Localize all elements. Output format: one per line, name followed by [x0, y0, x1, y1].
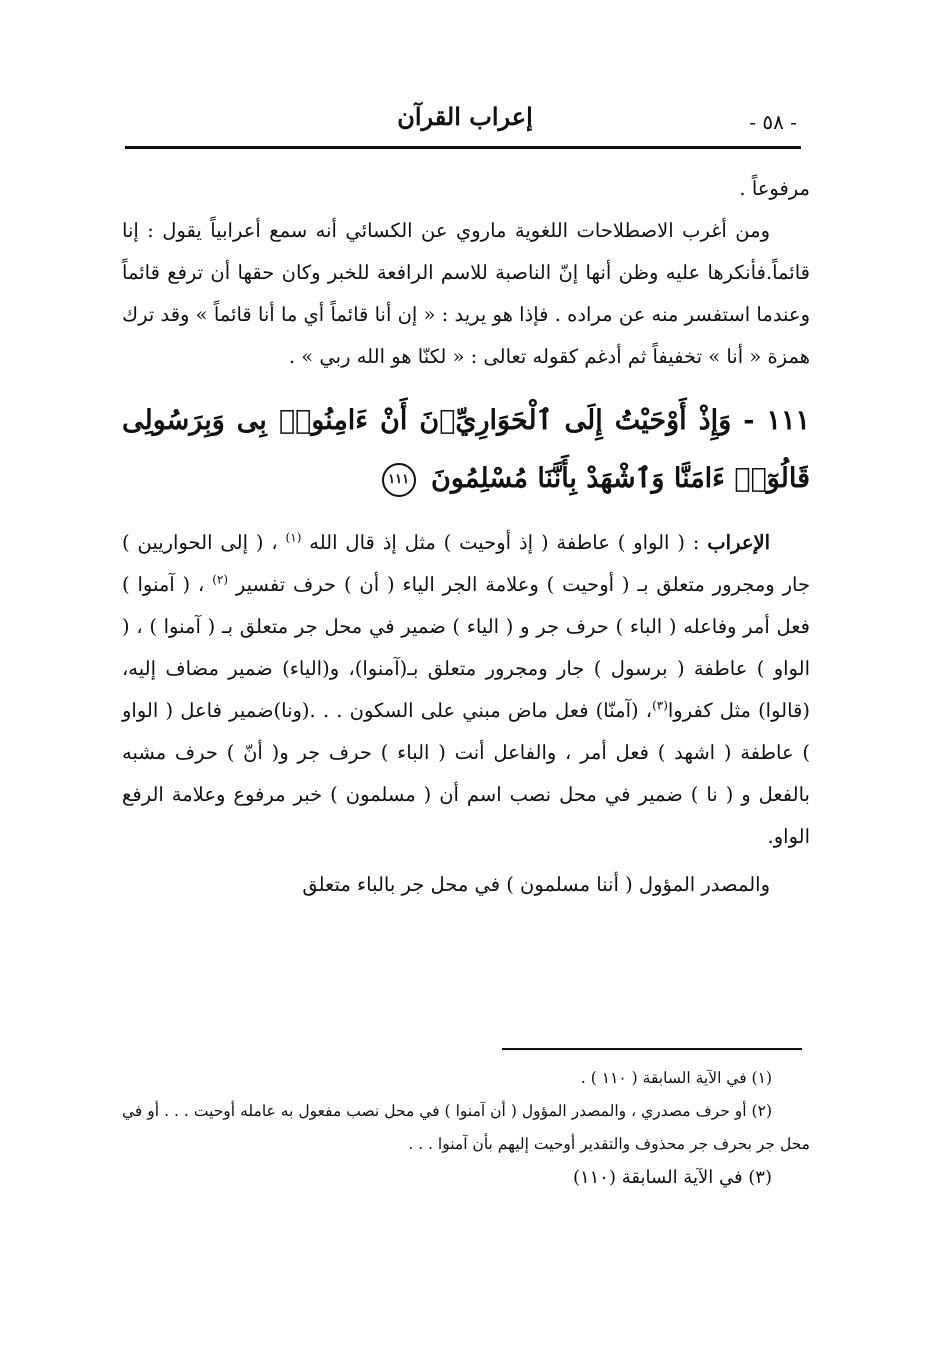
main-text: [122, 168, 810, 906]
header-divider: [125, 146, 801, 149]
page-title: إعراب القرآن: [397, 102, 533, 131]
page-header: [125, 96, 805, 148]
paragraph-irab: [122, 522, 810, 858]
verse-end-marker: ١١١: [382, 463, 416, 497]
irab-text-part1: : ( الواو ) عاطفة ( إذ أوحيت ) مثل إذ قال الله: [309, 531, 700, 554]
paragraph-continuation: مرفوعاً .: [739, 177, 810, 200]
footnotes: [122, 1062, 810, 1194]
irab-text-part2: ، ( إلى الحواريين ) جار ومجرور متعلق بـ ( أوحيت ) وعلامة الجر الياء ( أن ) حرف تفسير: [122, 531, 810, 596]
footnote-ref-1[interactable]: (١): [285, 530, 302, 545]
footnote-divider: [502, 1048, 802, 1050]
footnote-ref-3[interactable]: (٣): [652, 698, 668, 713]
paragraph-kisai-anecdote: ومن أغرب الاصطلاحات اللغوية ماروي عن الكسائي أنه سمع أعرابياً يقول : إنا قائماً.فأنكرها عليه وظن أنها إنّ الناصبة للاسم الرافعة للخبر وكان حقها أن ترفع قائماً وعندما استفسر منه عن مراده . فإذا هو يريد : « إن أنا قائماً أي ما أنا قائماً » وقد ترك همزة « أنا » تخفيفاً ثم أدغم كقوله تعالى : « لكنّا هو الله ربي » .: [122, 219, 810, 368]
irab-text-part4: ، (آمنّا) فعل ماض مبني على السكون . . .(ونا)ضمير فاعل ( الواو ) عاطفة ( اشهد ) فعل أمر ، والفاعل أنت ( الباء ) حرف جر و( أنّ ) حرف مشبه بالفعل و ( نا ) ضمير في محل نصب اسم أن ( مسلمون ) خبر مرفوع وعلامة الرفع الواو.: [122, 699, 810, 848]
paragraph-masdar: والمصدر المؤول ( أننا مسلمون ) في محل جر بالباء متعلق: [302, 873, 770, 896]
footnote-ref-2[interactable]: (٢): [212, 572, 229, 587]
irab-text-part3: ، ( آمنوا ) فعل أمر وفاعله ( الباء ) حرف جر و ( الياء ) ضمير في محل جر متعلق بـ ( آمنوا ) ، ( الواو ) عاطفة ( برسول ) جار ومجرور متعلق بـ(آمنوا)، و(الياء) ضمير مضاف إليه، (قالوا) مثل كفروا: [122, 573, 810, 722]
page-number: - ٥٨ -: [749, 110, 797, 134]
quran-verse: [122, 392, 810, 508]
footnote-2: (٢) أو حرف مصدري ، والمصدر المؤول ( أن آمنوا ) في محل نصب مفعول به عامله أوحيت . . . أو في محل جر بحرف جر محذوف والتقدير أوحيت إليهم بأن آمنوا . . .: [122, 1102, 810, 1153]
footnote-3: (٣) في الآية السابقة (١١٠): [572, 1167, 772, 1188]
irab-label: الإعراب: [707, 531, 771, 554]
verse-text: ١١١ - وَإِذْ أَوْحَيْتُ إِلَى ٱلْحَوَارِيِّۦنَ أَنْ ءَامِنُوا۟ بِى وَبِرَسُولِى قَالُوٓا۟ ءَامَنَّا وَٱشْهَدْ بِأَنَّنَا مُسْلِمُونَ: [122, 405, 810, 494]
footnote-1: (١) في الآية السابقة ( ١١٠ ) .: [580, 1069, 772, 1087]
